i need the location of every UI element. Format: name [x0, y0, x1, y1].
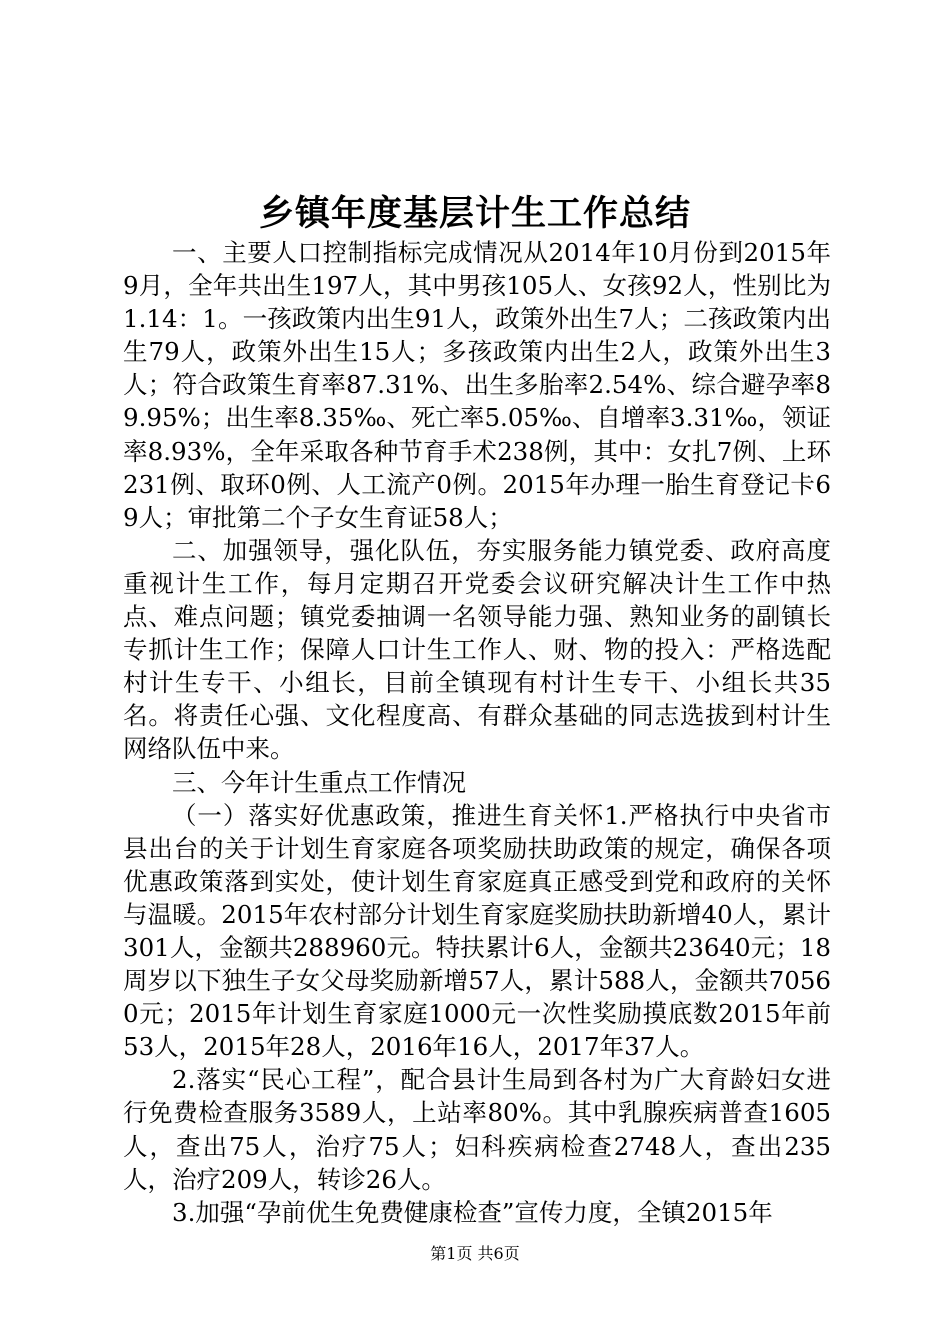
paragraph-population-indicators: 一、主要人口控制指标完成情况从2014年10月份到2015年9月，全年共出生197人，其中男孩105人、女孩92人，性别比为1.14：1。一孩政策内出生91人，政策外出生7人；二孩政策内出生79人，政策外出生15人；多孩政策内出生2人，政策外出生3人；符合政策生育率87.31%、出生多胎率2.54%、综合避孕率89.95%；出生率8.35‰、死亡率5.05‰、自增率3.31‰，领证率8.93%，全年采取各种节育手术238例，其中：女扎7例、上环231例、取环0例、人工流产0例。2015年办理一胎生育登记卡69人；审批第二个子女生育证58人；: [123, 238, 831, 532]
paragraph-prenatal-checkup: 3.加强“孕前优生免费健康检查”宣传力度，全镇2015年: [172, 1197, 773, 1227]
paragraph-leadership: 二、加强领导，强化队伍，夯实服务能力镇党委、政府高度重视计生工作，每月定期召开党委会议研究解决计生工作中热点、难点问题；镇党委抽调一名领导能力强、熟知业务的副镇长专抓计生工作；保障人口计生工作人、财、物的投入：严格选配村计生专干、小组长，目前全镇现有村计生专干、小组长共35名。将责任心强、文化程度高、有群众基础的同志选拔到村计生网络队伍中来。: [123, 535, 831, 764]
document-title: 乡镇年度基层计生工作总结: [258, 193, 691, 234]
paragraph-minxin-project: 2.落实“民心工程”，配合县计生局到各村为广大育龄妇女进行免费检查服务3589人，上站率80%。其中乳腺疾病普查1605人，查出75人，治疗75人；妇科疾病检查2748人，查出235人，治疗209人，转诊26人。: [123, 1065, 831, 1194]
document-body: [123, 236, 831, 1229]
paragraph-preferential-policies: （一）落实好优惠政策，推进生育关怀1.严格执行中央省市县出台的关于计划生育家庭各项奖励扶助政策的规定，确保各项优惠政策落到实处，使计划生育家庭真正感受到党和政府的关怀与温暖。2015年农村部分计划生育家庭奖励扶助新增40人，累计301人，金额共288960元。特扶累计6人，金额共23640元；18周岁以下独生子女父母奖励新增57人，累计588人，金额共70560元；2015年计划生育家庭1000元一次性奖励摸底数2015年前53人，2015年28人，2016年16人，2017年37人。: [123, 800, 831, 1062]
paragraph-key-work-heading: 三、今年计生重点工作情况: [172, 767, 466, 797]
page-footer: 第1页 共6页: [430, 1244, 520, 1263]
